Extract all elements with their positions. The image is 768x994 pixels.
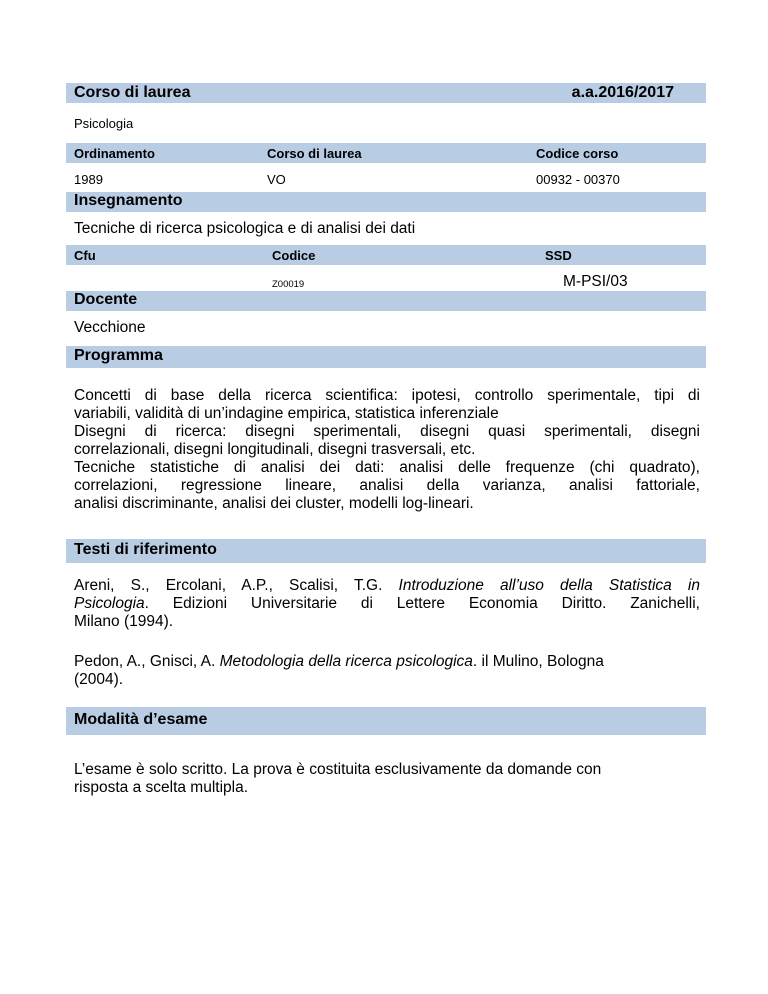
reference-2-line-2: (2004). <box>74 671 124 688</box>
references-heading: Testi di riferimento <box>74 541 217 558</box>
codes-header-bar <box>66 245 706 265</box>
program-line: correlazioni, regressione lineare, analisi della varianza, analisi fattoriale, <box>74 477 700 494</box>
program-heading: Programma <box>74 347 163 364</box>
reference-1-title-a: Introduzione all’uso della Statistica in <box>398 577 700 594</box>
info-value-codice-corso: 00932 - 00370 <box>536 172 620 187</box>
academic-year: a.a.2016/2017 <box>571 84 674 101</box>
reference-2 <box>74 653 700 689</box>
reference-2-line-1 <box>74 653 700 671</box>
reference-1-publisher: . Edizioni Universitarie di Lettere Economia Diritto. Zanichelli, <box>144 595 700 612</box>
exam-heading: Modalità d’esame <box>74 711 208 728</box>
reference-2-title: Metodologia della ricerca psicologica <box>219 653 473 670</box>
teaching-heading: Insegnamento <box>74 192 183 209</box>
exam-line-1: L’esame è solo scritto. La prova è costituita esclusivamente da domande con <box>74 761 602 778</box>
teacher-heading: Docente <box>74 291 138 308</box>
program-line: Tecniche statistiche di analisi dei dati: analisi delle frequenze (chi quadrato), <box>74 459 700 476</box>
exam-text <box>74 761 700 797</box>
codes-header-ssd: SSD <box>545 248 572 263</box>
program-line: correlazionali, disegni longitudinali, disegni trasversali, etc. <box>74 441 476 458</box>
program-text <box>74 387 700 513</box>
ssd-value: M-PSI/03 <box>563 273 628 290</box>
codes-header-codice: Codice <box>272 248 316 263</box>
reference-1-title-b: Psicologia <box>74 595 145 612</box>
teacher-header-bar <box>66 291 706 311</box>
program-line: Disegni di ricerca: disegni sperimentali, disegni quasi sperimentali, disegni <box>74 423 700 440</box>
reference-1-authors: Areni, S., Ercolani, A.P., Scalisi, T.G. <box>74 577 399 594</box>
reference-1-line-2 <box>74 595 700 613</box>
course-label: Corso di laurea <box>74 84 191 101</box>
info-header-codice-corso: Codice corso <box>536 146 619 161</box>
program-line: Concetti di base della ricerca scientifica: ipotesi, controllo sperimentale, tipi di <box>74 387 700 404</box>
code-value: Z00019 <box>272 279 305 290</box>
program-line: analisi discriminante, analisi dei cluster, modelli log-lineari. <box>74 495 474 512</box>
codes-header-cfu: Cfu <box>74 248 96 263</box>
program-line: variabili, validità di un’indagine empirica, statistica inferenziale <box>74 405 499 422</box>
info-header-corso: Corso di laurea <box>267 146 362 161</box>
info-value-ordinamento: 1989 <box>74 172 103 187</box>
teaching-title: Tecniche di ricerca psicologica e di analisi dei dati <box>74 220 416 237</box>
info-header-ordinamento: Ordinamento <box>74 146 155 161</box>
exam-line-2: risposta a scelta multipla. <box>74 779 249 796</box>
reference-1-line-1 <box>74 577 700 595</box>
reference-2-publisher: . il Mulino, Bologna <box>472 653 604 670</box>
teacher-name: Vecchione <box>74 319 146 336</box>
info-value-corso: VO <box>267 172 286 187</box>
course-name: Psicologia <box>74 116 134 131</box>
reference-1-line-3: Milano (1994). <box>74 613 174 630</box>
reference-2-authors: Pedon, A., Gnisci, A. <box>74 653 220 670</box>
reference-1 <box>74 577 700 631</box>
